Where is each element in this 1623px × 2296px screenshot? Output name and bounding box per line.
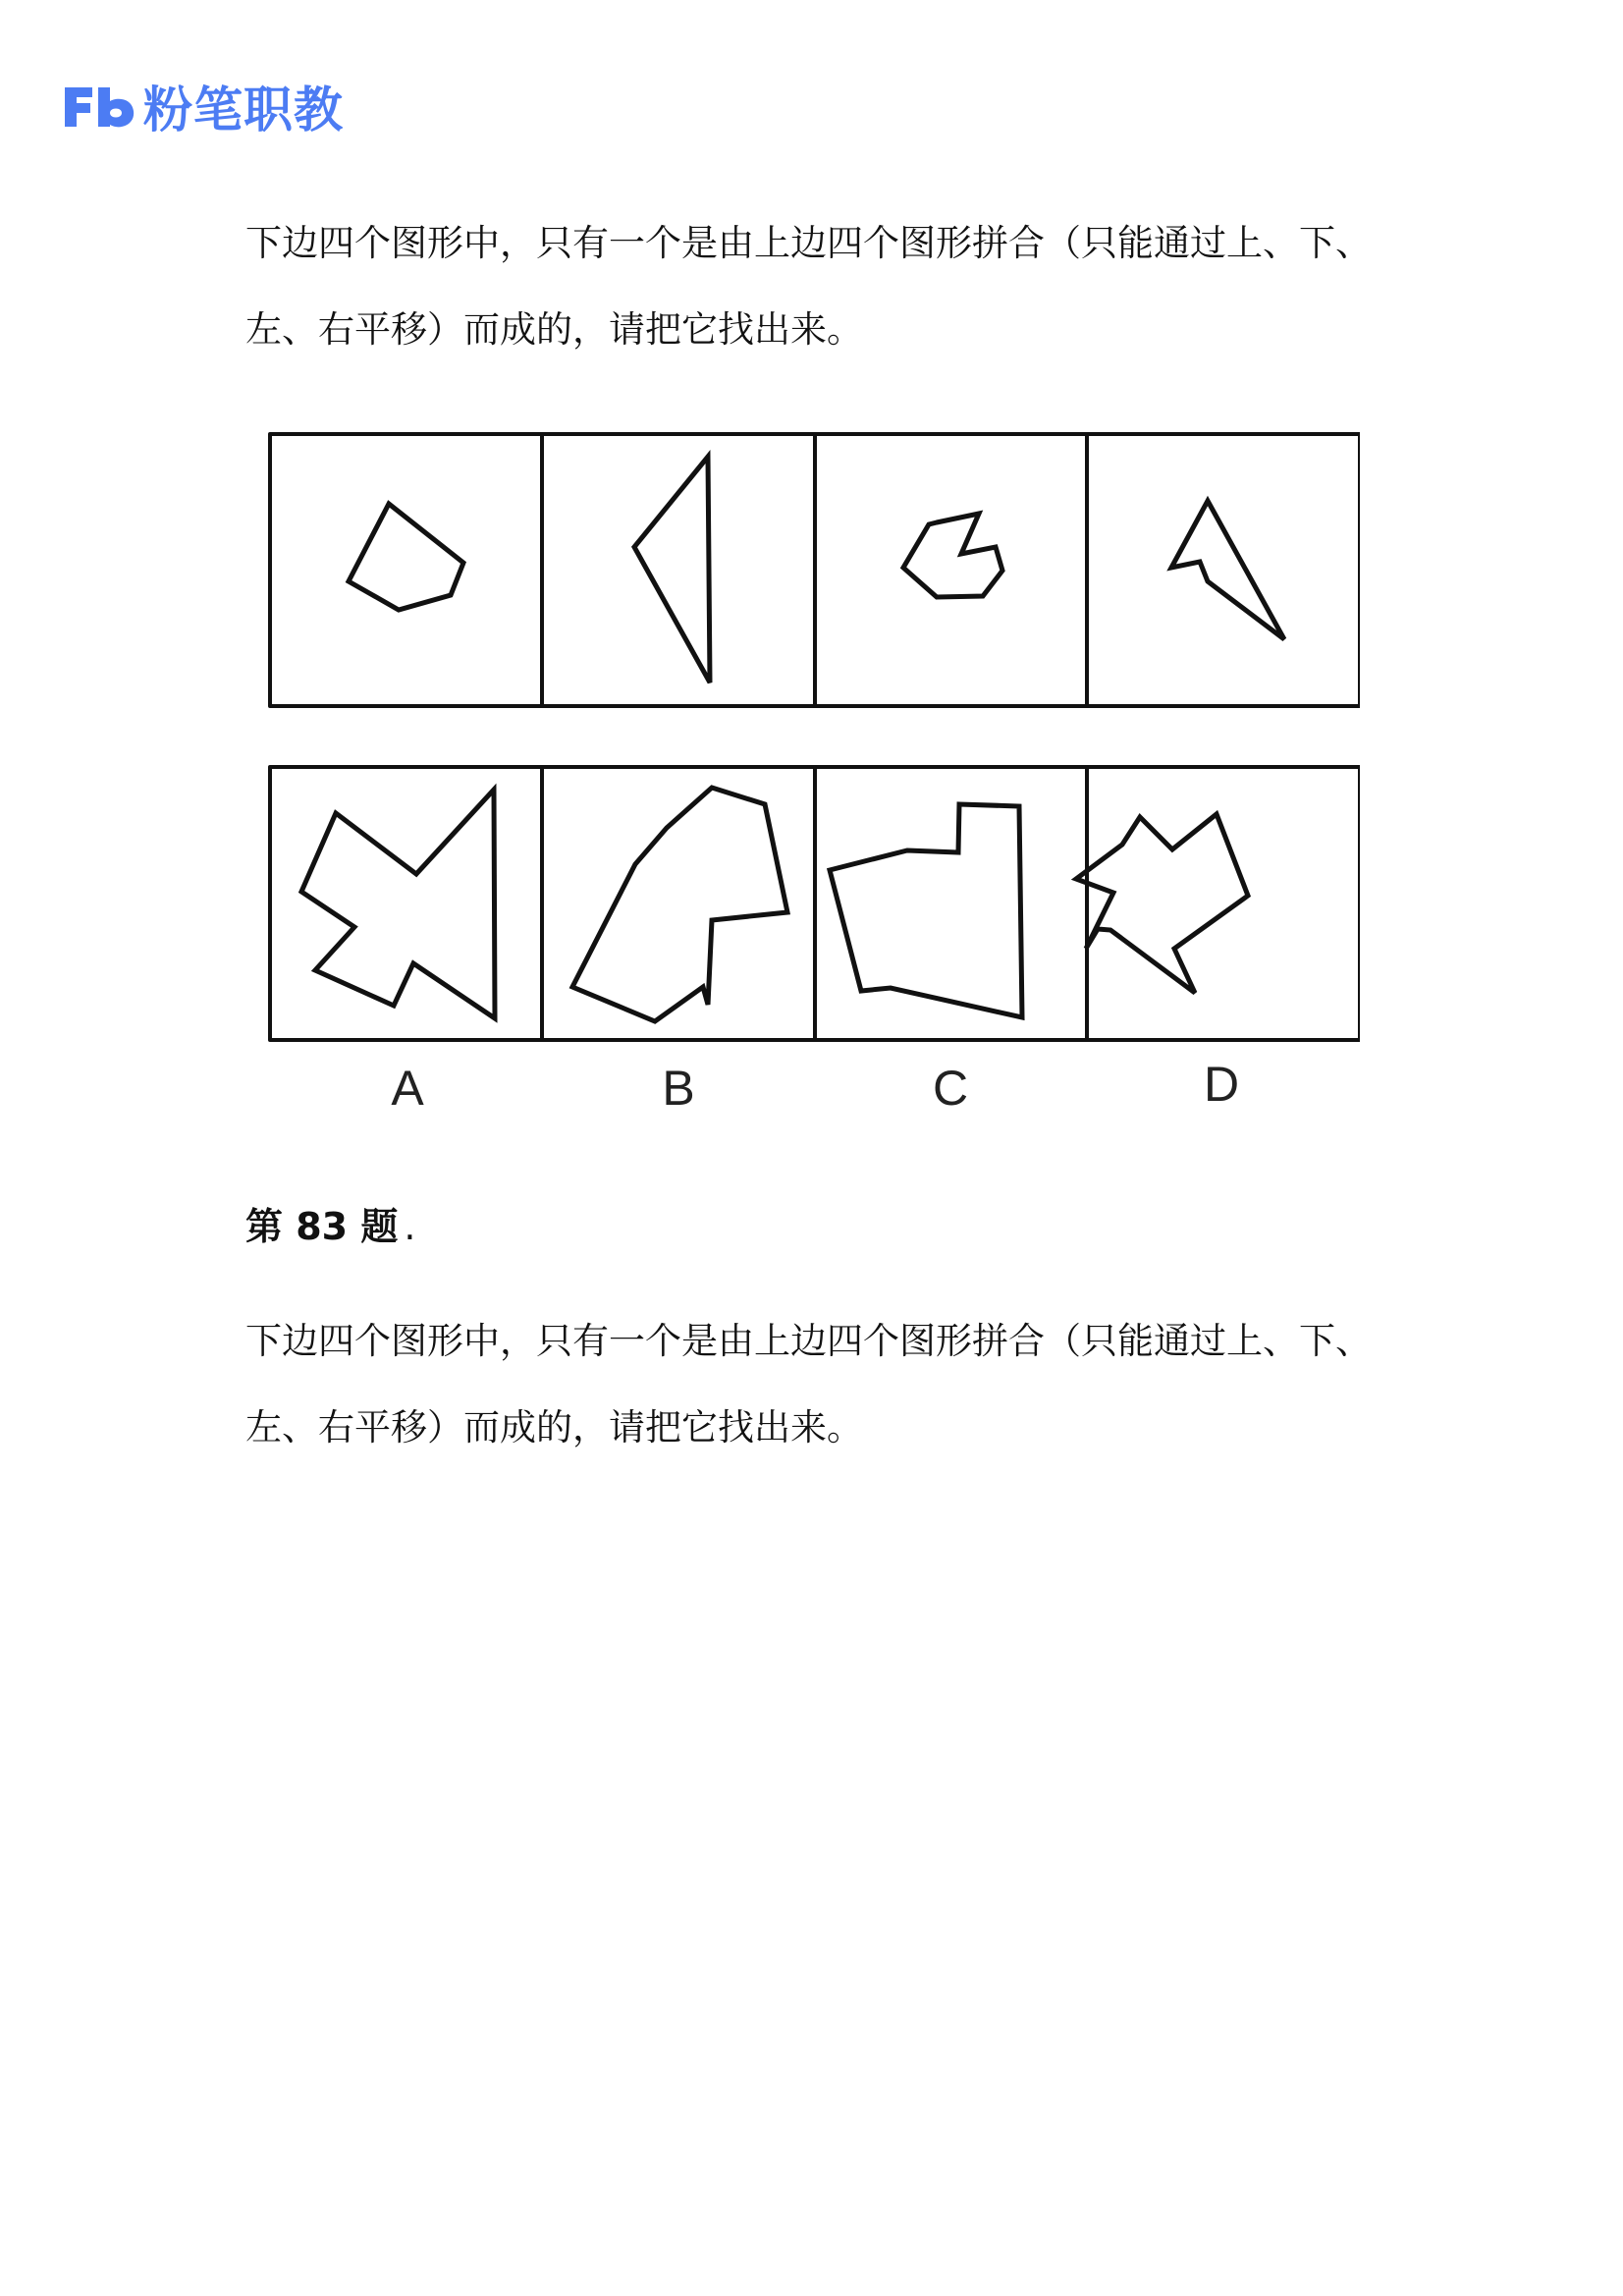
pentagon-piece-icon [349,504,463,610]
arrow-piece-icon [1171,501,1284,639]
question-number [245,1196,415,1250]
option-label: D [1203,1057,1240,1112]
option-a-shape-icon [301,790,495,1018]
option-label: B [662,1061,695,1116]
option-b-shape-icon [572,788,787,1021]
fenbi-logo-icon [59,80,137,133]
brand-header [59,77,344,136]
question-line: 左、右平移）而成的，请把它找出来。 [245,308,863,351]
option-d-shape-icon [1076,814,1248,993]
option-label: C [932,1061,969,1116]
question-text [245,200,1424,373]
option-label: A [391,1061,424,1116]
question-text [245,1298,1424,1471]
puzzle-figure [265,426,1360,1133]
question-line: 下边四个图形中，只有一个是由上边四个图形拼合（只能通过上、下、 [245,1320,1372,1362]
triangle-piece-icon [634,457,710,683]
question-line: 下边四个图形中，只有一个是由上边四个图形拼合（只能通过上、下、 [245,222,1372,264]
puzzle-figure-svg [265,426,1360,1133]
brand-name: 粉笔职教 [143,82,344,138]
option-c-shape-icon [830,804,1022,1017]
notched-piece-icon [903,514,1002,597]
question-number-suffix: . [404,1205,416,1248]
question-line: 左、右平移）而成的，请把它找出来。 [245,1406,863,1449]
question-number-label: 第 83 题 [245,1205,399,1248]
